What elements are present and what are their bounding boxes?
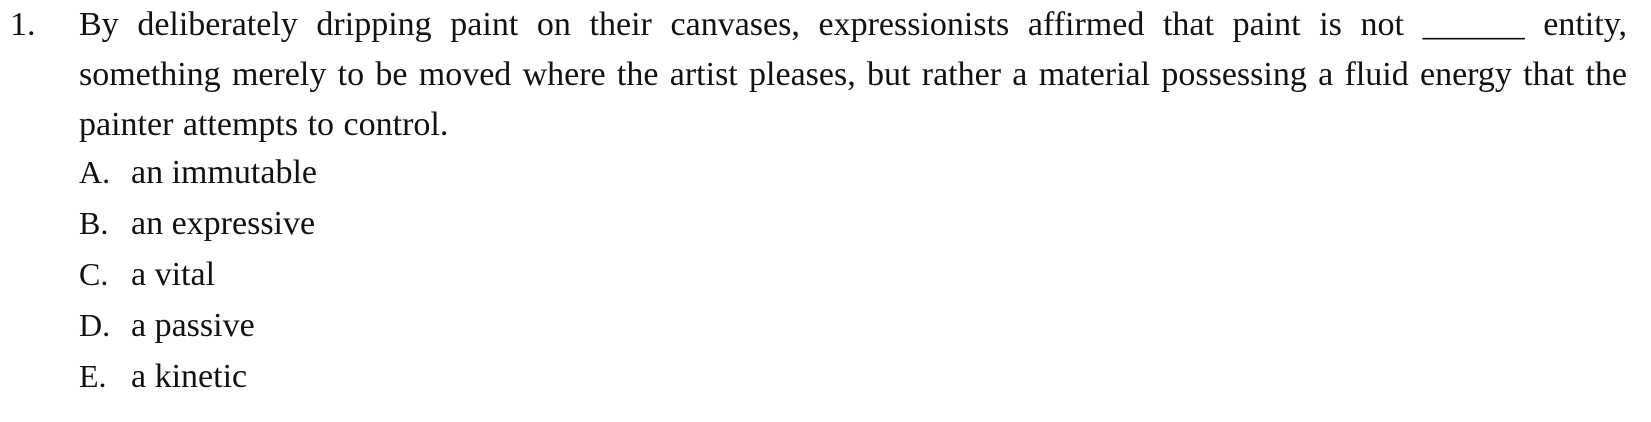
question-stem: By deliberately dripping paint on their canvases, expressionists affirmed that paint is not ______ entity, something merely to be moved where the artist pleases, but rather a material possessing a fluid energy that the painter attempts to control. <box>79 6 1627 143</box>
answer-options <box>79 147 317 402</box>
option-e[interactable] <box>79 351 317 402</box>
option-letter: D. <box>79 307 111 343</box>
option-d[interactable] <box>79 300 317 351</box>
option-b[interactable] <box>79 198 317 249</box>
option-letter: B. <box>79 205 109 241</box>
option-letter: E. <box>79 358 107 394</box>
option-text: a kinetic <box>131 358 248 395</box>
option-letter: A. <box>79 154 111 190</box>
option-c[interactable] <box>79 249 317 300</box>
option-text: a vital <box>131 256 216 293</box>
option-letter: C. <box>79 256 109 292</box>
option-a[interactable] <box>79 147 317 198</box>
question-number: 1. <box>10 6 36 43</box>
option-text: an expressive <box>131 205 316 242</box>
option-text: a passive <box>131 307 255 344</box>
option-text: an immutable <box>131 154 318 191</box>
